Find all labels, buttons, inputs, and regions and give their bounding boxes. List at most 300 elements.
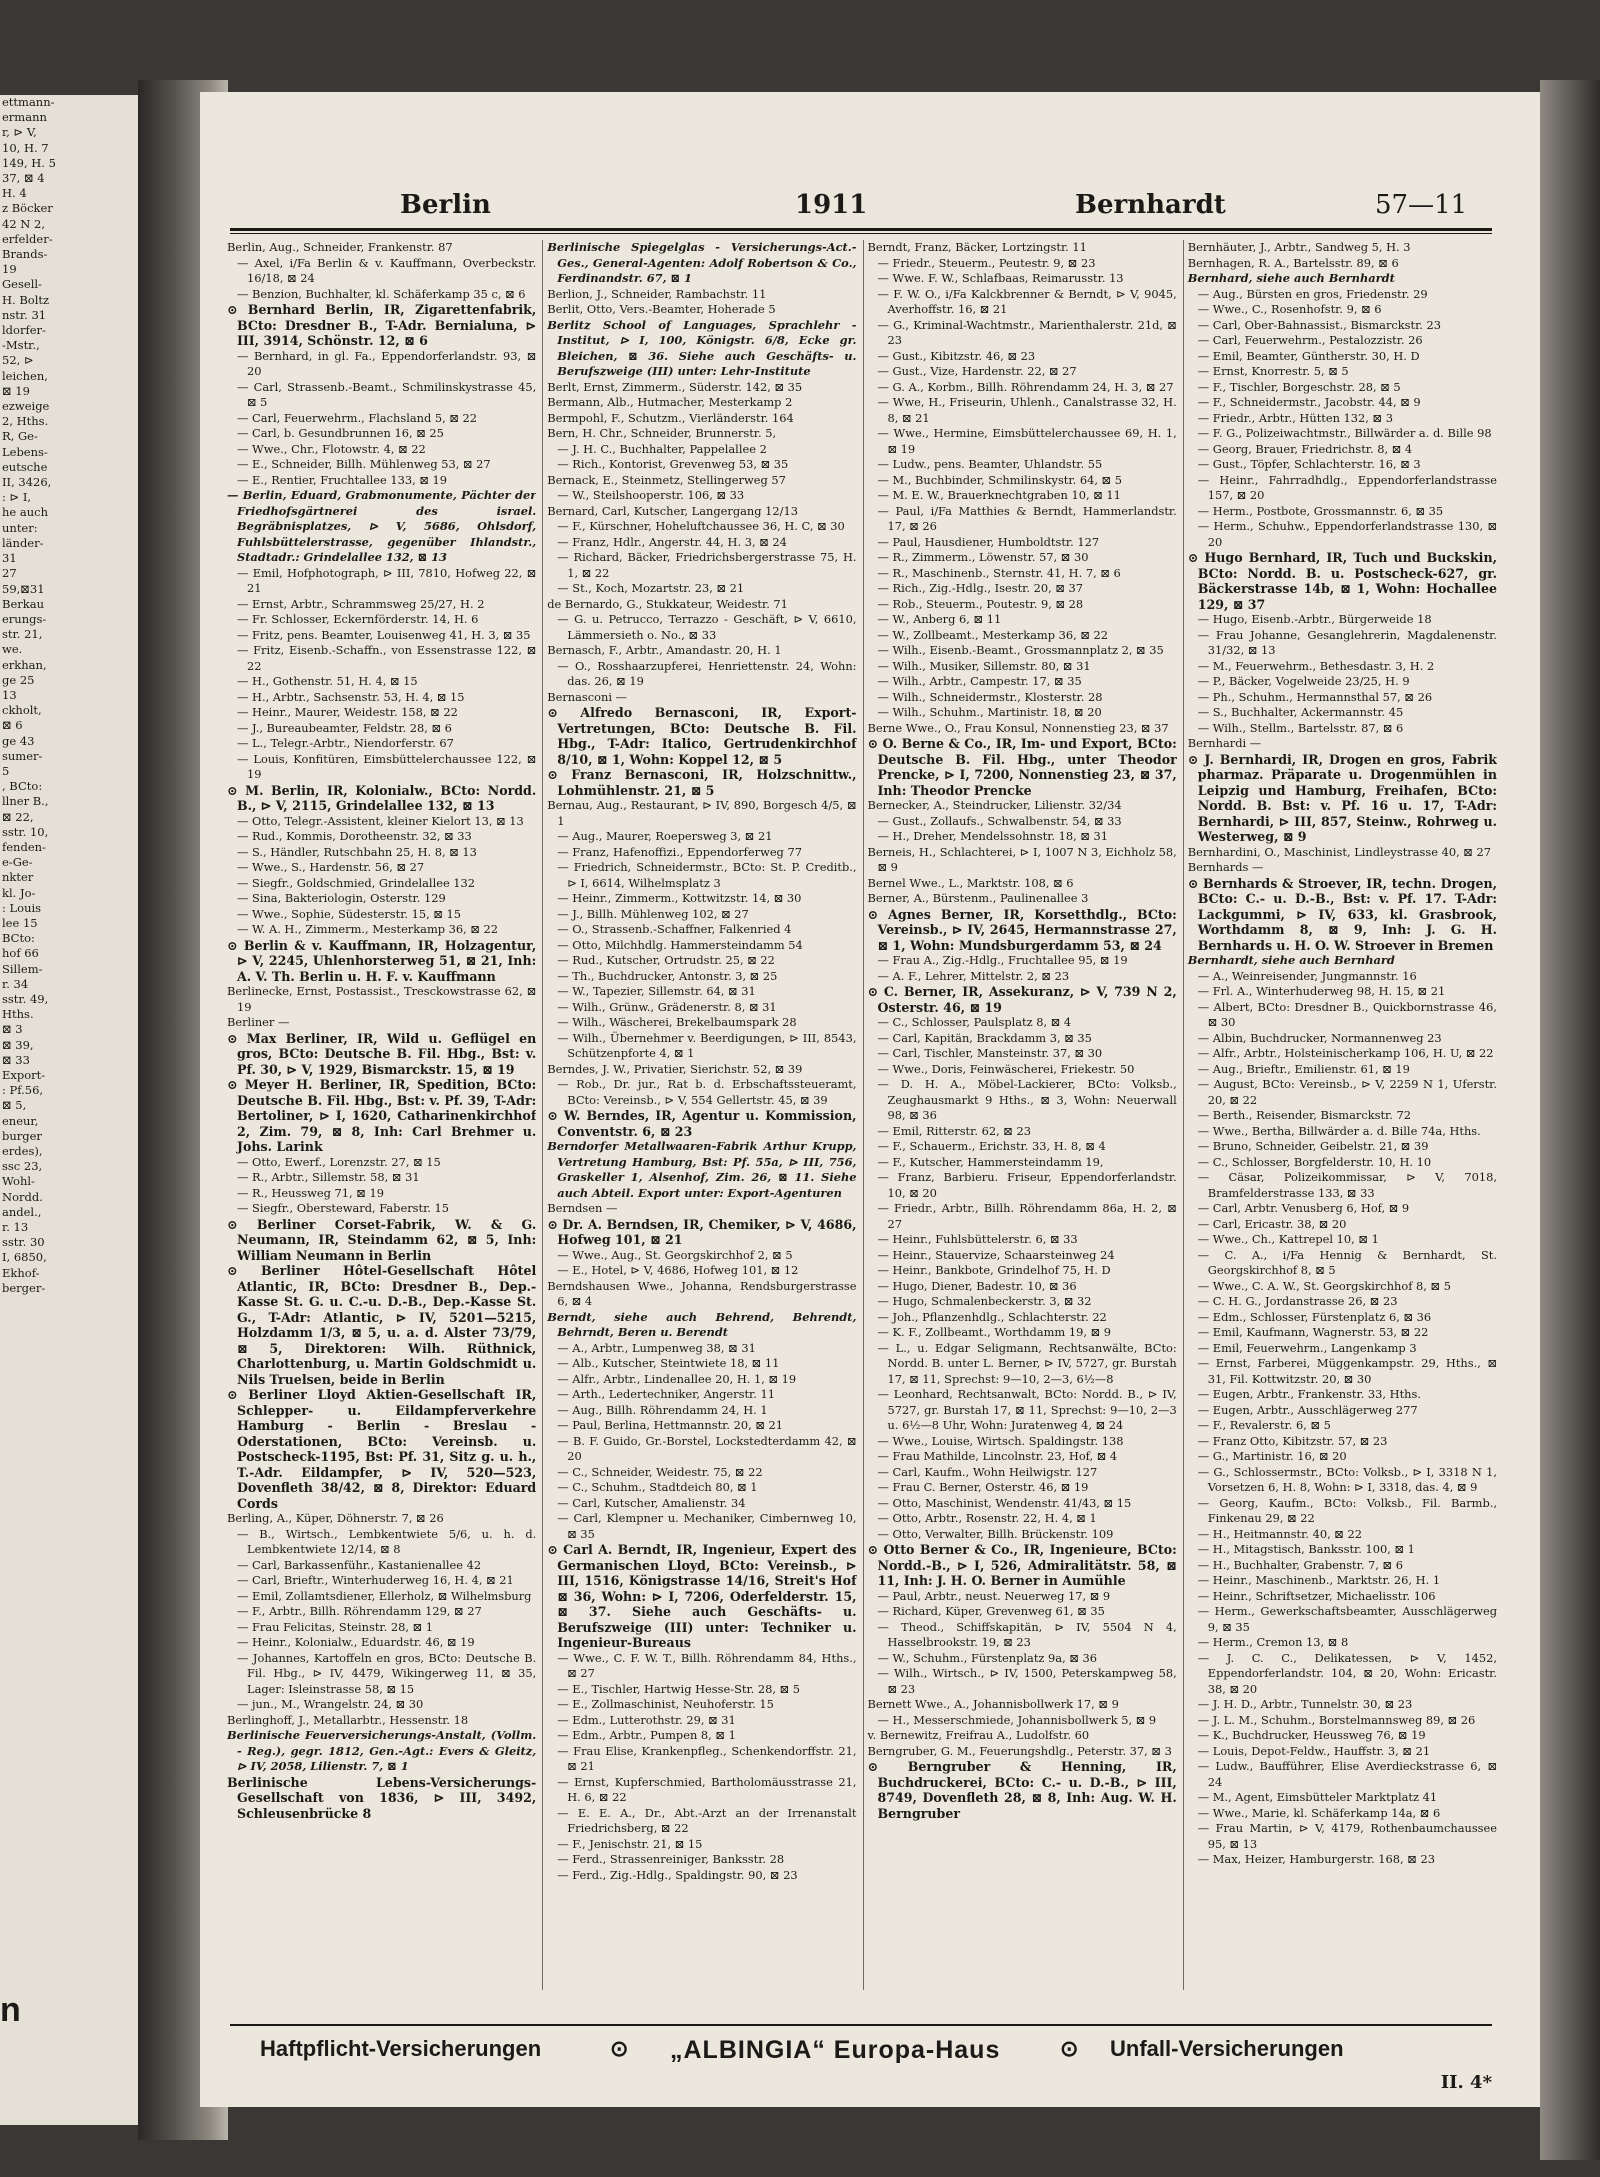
left-fragment-line: Export- — [2, 1068, 46, 1082]
left-fragment-line: unter: — [2, 520, 38, 535]
left-fragment-line: Gesell- — [2, 277, 42, 292]
directory-entry: — St., Koch, Mozartstr. 23, ⊠ 21 — [557, 581, 745, 595]
directory-entry: — Bernhard, in gl. Fa., Eppendorferlandstr. 93, ⊠ 20 — [237, 348, 537, 378]
directory-entry: Berneis, H., Schlachterei, ⊳ I, 1007 N 3, Eichholz 58, ⊠ 9 — [867, 844, 1177, 874]
directory-entry: — Gust., Vize, Hardenstr. 22, ⊠ 27 — [877, 364, 1077, 378]
directory-entry: — Paul, Hausdiener, Humboldtstr. 127 — [877, 534, 1100, 549]
left-fragment-line: länder- — [2, 535, 44, 550]
directory-entry: — Wwe., Louise, Wirtsch. Spaldingstr. 138 — [877, 1433, 1124, 1448]
directory-entry: — Wilh., Übernehmer v. Beerdigungen, ⊳ III, 8543, Schützenpforte 4, ⊠ 1 — [557, 1030, 857, 1060]
directory-entry: — Carl, Tischler, Mansteinstr. 37, ⊠ 30 — [877, 1046, 1103, 1060]
directory-entry: — Emil, Feuerwehrm., Langenkamp 3 — [1197, 1340, 1417, 1355]
directory-entry: — Ernst, Knorrestr. 5, ⊠ 5 — [1197, 364, 1349, 378]
directory-entry: — F., Schauerm., Erichstr. 33, H. 8, ⊠ 4 — [877, 1139, 1106, 1153]
left-fragment-line: : Louis — [2, 900, 42, 915]
directory-entry: — M., Agent, Eimsbütteler Marktplatz 41 — [1197, 1790, 1438, 1804]
directory-entry: Berlt, Ernst, Zimmerm., Süderstr. 142, ⊠ 35 — [547, 379, 803, 394]
column-4 — [1183, 240, 1497, 1990]
header-rule-thin — [230, 233, 1492, 234]
directory-entry: — Carl, Arbtr. Venusberg 6, Hof, ⊠ 9 — [1197, 1201, 1410, 1215]
firm-entry: ⊙ Berngruber & Henning, IR, Buchdruckerei, BCto: C.- u. D.-B., ⊳ III, 8749, Dovenfleth 28, ⊠ 8, Inh: Aug. W. H. Berngruber — [867, 1759, 1177, 1821]
left-fragment-line: Lebens- — [2, 444, 48, 459]
directory-entry: — S., Händler, Rutschbahn 25, H. 8, ⊠ 13 — [237, 844, 477, 859]
directory-entry: — Frau Felicitas, Steinstr. 28, ⊠ 1 — [237, 1619, 433, 1634]
directory-entry: — Carl, Klempner u. Mechaniker, Cimbernweg 10, ⊠ 35 — [557, 1511, 857, 1541]
directory-entry: Berndes, J. W., Privatier, Sierichstr. 52, ⊠ 39 — [547, 1061, 803, 1076]
directory-entry: — W., Zollbeamt., Mesterkamp 36, ⊠ 22 — [877, 627, 1109, 642]
directory-entry: — Wilh., Musiker, Sillemstr. 80, ⊠ 31 — [877, 658, 1091, 673]
directory-entry: — Berlin, Eduard, Grabmonumente, Pächter der Friedhofsgärtnerei des israel. Begräbnisplatzes, ⊳ V, 5686, Ohlsdorf, Fuhlsbüttelerstrasse, gegenüber Ihlandstr., Stadtadr.: Grindelallee 132, ⊠ 13 — [227, 488, 537, 564]
directory-entry: Berlitz School of Languages, Sprachlehr - Institut, ⊳ I, 100, Königstr. 6/8, Ecke gr. Bleichen, ⊠ 36. Siehe auch Geschäfts- u. Berufszweige (III) unter: Lehr-Institute — [547, 317, 857, 378]
left-fragment-line: sumer- — [2, 748, 43, 763]
directory-entry: Bernack, E., Steinmetz, Stellingerweg 57 — [547, 472, 786, 487]
left-fragment-line: 31 — [2, 551, 17, 566]
left-fragment-line: ge 43 — [2, 733, 35, 748]
firm-entry: ⊙ O. Berne & Co., IR, Im- und Export, BCto: Deutsche B. Fil. Hbg., unter Theodor Prencke, ⊳ I, 7200, Nonnenstieg 23, ⊠ 37, Inh: Theodor Prencke — [867, 736, 1177, 798]
directory-entry: — J. C. C., Delikatessen, ⊳ V, 1452, Eppendorferlandstr. 104, ⊠ 20, Wohn: Ericastr. 38, ⊠ 20 — [1197, 1650, 1497, 1696]
directory-entry: Berndsen — — [547, 1201, 618, 1215]
directory-entry: Bernhards — — [1187, 860, 1264, 874]
left-fragment-line: nstr. 31 — [2, 307, 47, 322]
left-fragment-line: nkter — [2, 870, 34, 885]
directory-entry: — Wwe. F. W., Schlafbaas, Reimarusstr. 13 — [877, 271, 1124, 285]
directory-entry: Berlinghoff, J., Metallarbtr., Hessenstr. 18 — [227, 1712, 469, 1727]
directory-entry: — Eugen, Arbtr., Frankenstr. 33, Hths. — [1197, 1387, 1421, 1401]
left-fragment-line: ettmann- — [2, 95, 55, 109]
directory-entry: — A., Arbtr., Lumpenweg 38, ⊠ 31 — [557, 1340, 756, 1355]
left-fragment-line: sstr. 49, — [2, 991, 49, 1006]
directory-entry: — Rud., Kutscher, Ortrudstr. 25, ⊠ 22 — [557, 953, 775, 967]
directory-entry: — Sina, Bakteriologin, Osterstr. 129 — [237, 891, 446, 905]
firm-entry: ⊙ C. Berner, IR, Assekuranz, ⊳ V, 739 N 2, Osterstr. 46, ⊠ 19 — [867, 984, 1177, 1015]
directory-entry: — Heinr., Kolonialw., Eduardstr. 46, ⊠ 19 — [237, 1635, 475, 1649]
directory-entry: — W. A. H., Zimmerm., Mesterkamp 36, ⊠ 22 — [237, 922, 499, 936]
directory-entry: — Th., Buchdrucker, Antonstr. 3, ⊠ 25 — [557, 968, 778, 983]
directory-entry: Berndt, Franz, Bäcker, Lortzingstr. 11 — [867, 240, 1087, 254]
left-fragment-line: R, Ge- — [2, 429, 38, 444]
directory-entry: — H., Arbtr., Sachsenstr. 53, H. 4, ⊠ 15 — [237, 689, 465, 704]
directory-entry: — G., Martinistr. 16, ⊠ 20 — [1197, 1449, 1347, 1463]
left-fragment-line: andel., — [2, 1204, 42, 1219]
directory-entry: — Fritz, pens. Beamter, Louisenweg 41, H. 3, ⊠ 35 — [237, 627, 531, 642]
left-fragment-line: e-Ge- — [2, 855, 33, 870]
directory-entry: Bernhagen, R. A., Bartelsstr. 89, ⊠ 6 — [1187, 255, 1399, 270]
directory-entry: — Wilh., Wäscherei, Brekelbaumspark 28 — [557, 1015, 797, 1029]
firm-entry: ⊙ Meyer H. Berliner, IR, Spedition, BCto: Deutsche B. Fil. Hbg., Bst: v. Pf. 39, T-Adr: Bertoliner, ⊳ I, 1620, Catharinenkirchhof 2, Zim. 79, ⊠ 8, Inh: Carl Brehmer u. Johs. Larink — [227, 1077, 537, 1154]
left-fragment-line: str. 21, — [2, 627, 43, 642]
directory-entry: — Friedr., Arbtr., Hütten 132, ⊠ 3 — [1197, 410, 1393, 425]
directory-entry: — Herm., Cremon 13, ⊠ 8 — [1197, 1635, 1349, 1649]
directory-entry: — W., Tapezier, Sillemstr. 64, ⊠ 31 — [557, 984, 756, 998]
directory-entry: — Georg, Kaufm., BCto: Volksb., Fil. Barmb., Finkenau 29, ⊠ 22 — [1197, 1495, 1497, 1525]
left-fragment-line: eutsche — [2, 459, 48, 474]
firm-entry: ⊙ Berlin & v. Kauffmann, IR, Holzagentur, ⊳ V, 2245, Uhlenhorsterweg 51, ⊠ 21, Inh: A. V. Th. Berlin u. H. F. v. Kauffmann — [227, 937, 537, 984]
firm-entry: ⊙ J. Bernhardi, IR, Drogen en gros, Fabrik pharmaz. Präparate u. Drogenmühlen in Leipzig und Hamburg, Freihafen, BCto: Nordd. B. Bst: v. Pf. 16 u. 17, T-Adr: Bernhardi, ⊳ III, 857, Steinw., Rohrweg u. Westerweg, ⊠ 9 — [1187, 751, 1497, 844]
left-fragment-line: ssc 23, — [2, 1159, 43, 1174]
directory-entry: — Hugo, Schmalenbeckerstr. 3, ⊠ 32 — [877, 1294, 1092, 1308]
directory-entry: — R., Heussweg 71, ⊠ 19 — [237, 1185, 384, 1200]
directory-entry: Bernett Wwe., A., Johannisbollwerk 17, ⊠ 9 — [867, 1697, 1119, 1711]
directory-entry: — E., Schneider, Billh. Mühlenweg 53, ⊠ 27 — [237, 457, 491, 471]
directory-entry: — Alb., Kutscher, Steintwiete 18, ⊠ 11 — [557, 1356, 780, 1370]
directory-entry: — W., Anberg 6, ⊠ 11 — [877, 612, 1002, 626]
left-fragment-line: eneur, — [2, 1113, 39, 1128]
directory-entry: — Aug., Brieftr., Emilienstr. 61, ⊠ 19 — [1197, 1061, 1410, 1076]
firm-entry: ⊙ Hugo Bernhard, IR, Tuch und Buckskin, BCto: Nordd. B. u. Postscheck-627, gr. Bäckerstrasse 14b, ⊠ 1, Wohn: Hochallee 129, ⊠ 37 — [1187, 550, 1497, 612]
directory-entry: — J. H. C., Buchhalter, Pappelallee 2 — [557, 441, 767, 456]
directory-entry: — Richard, Bäcker, Friedrichsbergerstrasse 75, H. 1, ⊠ 22 — [557, 550, 857, 580]
directory-entry: — Heinr., Maschinenb., Marktstr. 26, H. 1 — [1197, 1573, 1441, 1587]
left-fragment-line: 27 — [2, 566, 17, 581]
directory-entry: — Benzion, Buchhalter, kl. Schäferkamp 35 c, ⊠ 6 — [237, 286, 526, 301]
directory-entry: — Carl, Ober-Bahnassist., Bismarckstr. 23 — [1197, 317, 1442, 332]
directory-entry: Bernasch, F., Arbtr., Amandastr. 20, H. 1 — [547, 643, 782, 657]
firm-entry: Berlinische Lebens-Versicherungs-Gesellschaft von 1836, ⊳ III, 3492, Schleusenbrücke 8 — [227, 1774, 537, 1821]
directory-page — [200, 92, 1540, 2107]
directory-entry: — Emil, Ritterstr. 62, ⊠ 23 — [877, 1123, 1031, 1138]
directory-entry: — Edm., Schlosser, Fürstenplatz 6, ⊠ 36 — [1197, 1309, 1432, 1324]
left-fragment-line: sstr. 10, — [2, 824, 49, 839]
directory-entry: Bern, H. Chr., Schneider, Brunnerstr. 5, — [547, 426, 777, 440]
directory-entry: — Hugo, Eisenb.-Arbtr., Bürgerweide 18 — [1197, 612, 1432, 626]
left-fragment-line: berger- — [2, 1280, 46, 1295]
left-fragment-line: Wohl- — [2, 1174, 35, 1189]
directory-entry: — Carl, Barkassenführ., Kastanienallee 42 — [237, 1557, 482, 1572]
firm-entry: ⊙ Carl A. Berndt, IR, Ingenieur, Expert des Germanischen Lloyd, BCto: Vereinsb., ⊳ III, 1516, Königstrasse 14/16, Streit's Hof ⊠ 36, Wohn: ⊳ I, 7206, Oderfelderstr. 15, ⊠ 37. Siehe auch Geschäfts- u. Berufszweige (III) unter: Techniker u. Ingenieur-Bureaus — [547, 1542, 857, 1650]
directory-entry: — Ph., Schuhm., Hermannsthal 57, ⊠ 26 — [1197, 689, 1433, 704]
directory-entry: Berlinecke, Ernst, Postassist., Tresckowstrasse 62, ⊠ 19 — [227, 984, 537, 1014]
directory-entry: — J. L. M., Schuhm., Borstelmannsweg 89, ⊠ 26 — [1197, 1712, 1476, 1727]
directory-entry: — Herm., Postbote, Grossmannstr. 6, ⊠ 35 — [1197, 503, 1444, 518]
directory-entry: — Gust., Töpfer, Schlachterstr. 16, ⊠ 3 — [1197, 457, 1421, 471]
directory-entry: Berndshausen Wwe., Johanna, Rendsburgerstrasse 6, ⊠ 4 — [547, 1278, 857, 1308]
directory-entry: — L., Telegr.-Arbtr., Niendorferstr. 67 — [237, 736, 454, 750]
directory-entry: — A. F., Lehrer, Mittelstr. 2, ⊠ 23 — [877, 968, 1070, 983]
directory-entry: — Heinr., Maurer, Weidestr. 158, ⊠ 22 — [237, 705, 458, 719]
directory-entry: — Paul, Berlina, Hettmannstr. 20, ⊠ 21 — [557, 1418, 783, 1432]
directory-entry: — Emil, Beamter, Güntherstr. 30, H. D — [1197, 348, 1420, 363]
left-fragment-line: erungs- — [2, 611, 47, 626]
left-fragment-line: erkhan, — [2, 657, 47, 672]
directory-entry: — P., Bäcker, Vogelweide 23/25, H. 9 — [1197, 674, 1410, 688]
directory-entry: — Alfr., Arbtr., Lindenallee 20, H. 1, ⊠ 19 — [557, 1371, 797, 1386]
footer-bullet-right: ⊙ — [1060, 2036, 1079, 2061]
page-edge-shadow — [1540, 80, 1600, 2160]
directory-entry: — Wilh., Stellm., Bartelsstr. 87, ⊠ 6 — [1197, 720, 1404, 735]
directory-entry: — Fritz, Eisenb.-Schaffn., von Essenstrasse 122, ⊠ 22 — [237, 643, 537, 673]
directory-entry: — Paul, Arbtr., neust. Neuerweg 17, ⊠ 9 — [877, 1588, 1111, 1603]
directory-entry: — Wwe., Ch., Kattrepel 10, ⊠ 1 — [1197, 1232, 1379, 1246]
directory-entry: — Cäsar, Polizeikommissar, ⊳ V, 7018, Bramfelderstrasse 133, ⊠ 33 — [1197, 1170, 1497, 1200]
left-fragment-line: 37, ⊠ 4 — [2, 171, 45, 186]
directory-entry: — Rich., Kontorist, Grevenweg 53, ⊠ 35 — [557, 457, 789, 471]
directory-entry: Berlit, Otto, Vers.-Beamter, Hoherade 5 — [547, 302, 776, 316]
left-fragment-line: erdes), — [2, 1144, 43, 1159]
directory-entry: — F., Arbtr., Billh. Röhrendamm 129, ⊠ 27 — [237, 1604, 482, 1618]
left-fragment-line: ⊠ 5, — [2, 1098, 27, 1113]
directory-entry: — Theod., Schiffskapitän, ⊳ IV, 5504 N 4, Hasselbrookstr. 19, ⊠ 23 — [877, 1619, 1177, 1649]
directory-entry: — Franz Otto, Kibitzstr. 57, ⊠ 23 — [1197, 1433, 1388, 1448]
directory-entry: — F., Kürschner, Hoheluftchaussee 36, H. C, ⊠ 30 — [557, 519, 845, 533]
directory-entry: — Louis, Konfitüren, Eimsbüttelerchaussee 122, ⊠ 19 — [237, 751, 537, 781]
directory-entry: — Frau Mathilde, Lincolnstr. 23, Hof, ⊠ 4 — [877, 1449, 1118, 1463]
directory-entry: — Ludw., Baufführer, Elise Averdieckstrasse 6, ⊠ 24 — [1197, 1759, 1497, 1789]
directory-entry: — C., Schlosser, Borgfelderstr. 10, H. 10 — [1197, 1154, 1432, 1169]
footer-rule — [230, 2024, 1492, 2026]
directory-entry: — D. H. A., Möbel-Lackierer, BCto: Volksb., Zeughausmarkt 9 Hths., ⊠ 3, Wohn: Neuerwall 98, ⊠ 36 — [877, 1077, 1177, 1122]
directory-entry: Berling, A., Küper, Döhnerstr. 7, ⊠ 26 — [227, 1511, 444, 1525]
left-fragment-line: hof 66 — [2, 946, 39, 961]
directory-entry: — Joh., Pflanzenhdlg., Schlachterstr. 22 — [877, 1309, 1107, 1324]
directory-entry: — Wwe., Hermine, Eimsbüttelerchaussee 69, H. 1, ⊠ 19 — [877, 426, 1177, 456]
firm-entry: ⊙ Alfredo Bernasconi, IR, Export-Vertretungen, BCto: Deutsche B. Fil. Hbg., T-Adr: Italico, Gertrudenkirchhof 8/10, ⊠ 1, Wohn: Koppel 12, ⊠ 5 — [547, 705, 857, 767]
directory-entry: — Eugen, Arbtr., Ausschlägerweg 277 — [1197, 1402, 1418, 1417]
directory-entry: — Ernst, Arbtr., Schrammsweg 25/27, H. 2 — [237, 596, 485, 611]
directory-entry: — Carl, Feuerwehrm., Pestalozzistr. 26 — [1197, 333, 1423, 347]
left-fragment-line: kl. Jo- — [2, 885, 36, 900]
left-page-fragment — [0, 95, 138, 2125]
directory-entry: — Albin, Buchdrucker, Normannenweg 23 — [1197, 1030, 1442, 1045]
directory-entry: — Wilh., Eisenb.-Beamt., Grossmannplatz 2, ⊠ 35 — [877, 643, 1164, 657]
advertising-footer — [230, 2032, 1492, 2072]
directory-entry: — Wwe., Aug., St. Georgskirchhof 2, ⊠ 5 — [557, 1247, 793, 1262]
directory-entry: — C., Schlosser, Paulsplatz 8, ⊠ 4 — [877, 1015, 1072, 1029]
directory-entry: — F. G., Polizeiwachtmstr., Billwärder a. d. Bille 98 — [1197, 426, 1492, 440]
directory-entry: — Siegfr., Obersteward, Faberstr. 15 — [237, 1201, 450, 1215]
left-fragment-line: z Böcker — [2, 201, 53, 216]
directory-entry: — Leonhard, Rechtsanwalt, BCto: Nordd. B., ⊳ IV, 5727, gr. Burstah 17, ⊠ 11, Sprechst: 9—10, 2—3 u. 6½—8 Uhr, Wohn: Juratenweg 4, ⊠ 24 — [877, 1387, 1177, 1432]
left-fragment-line: II, 3426, — [2, 475, 52, 490]
left-fragment-line: burger — [2, 1128, 42, 1143]
left-page-text — [0, 95, 138, 1296]
directory-entry: — Herm., Gewerkschaftsbeamter, Ausschlägerweg 9, ⊠ 35 — [1197, 1604, 1497, 1634]
firm-entry: ⊙ Dr. A. Berndsen, IR, Chemiker, ⊳ V, 4686, Hofweg 101, ⊠ 21 — [547, 1216, 857, 1247]
left-page-footer-letter: n — [0, 1991, 21, 2029]
left-fragment-line: fenden- — [2, 839, 46, 854]
directory-entry: — M. E. W., Brauerknechtgraben 10, ⊠ 11 — [877, 488, 1121, 502]
left-fragment-line: 13 — [2, 687, 17, 702]
directory-entry: Bernhardt, siehe auch Bernhard — [1187, 953, 1395, 967]
left-fragment-line: 19 — [2, 262, 17, 277]
footer-accident-ad: Unfall-Versicherungen — [1110, 2036, 1344, 2061]
left-fragment-line: ermann — [2, 110, 47, 125]
directory-entry: — Otto, Telegr.-Assistent, kleiner Kielort 13, ⊠ 13 — [237, 813, 524, 828]
directory-entry: — Edm., Arbtr., Pumpen 8, ⊠ 1 — [557, 1728, 736, 1742]
directory-entry: — Edm., Lutterothstr. 29, ⊠ 31 — [557, 1712, 736, 1727]
directory-entry: — Otto, Milchhdlg. Hammersteindamm 54 — [557, 937, 803, 952]
column-2 — [542, 240, 856, 1990]
directory-entry: — Carl, Strassenb.-Beamt., Schmilinskystrasse 45, ⊠ 5 — [237, 379, 537, 409]
left-fragment-line: Sillem- — [2, 961, 43, 976]
column-1 — [227, 240, 536, 1990]
directory-entry: — W., Schuhm., Fürstenplatz 9a, ⊠ 36 — [877, 1650, 1097, 1665]
directory-entry: — Carl, Feuerwehrm., Flachsland 5, ⊠ 22 — [237, 410, 478, 425]
firm-entry: ⊙ Otto Berner & Co., IR, Ingenieure, BCto: Nordd.-B., ⊳ I, 526, Admiralitätstr. 58, ⊠ 11, Inh: J. H. O. Berner in Aumühle — [867, 1542, 1177, 1588]
directory-entry: — Heinr., Fahrradhdlg., Eppendorferlandstrasse 157, ⊠ 20 — [1197, 472, 1497, 502]
left-fragment-line: , BCto: — [2, 779, 43, 794]
directory-entry: Bernard, Carl, Kutscher, Langergang 12/13 — [547, 503, 798, 518]
directory-entry: — C. H. G., Jordanstrasse 26, ⊠ 23 — [1197, 1294, 1398, 1308]
directory-entry: — O., Strassenb.-Schaffner, Falkenried 4 — [557, 922, 792, 936]
directory-entry: — Alfr., Arbtr., Holsteinischerkamp 106, H. U, ⊠ 22 — [1197, 1046, 1494, 1060]
left-fragment-line: ⊠ 6 — [2, 718, 23, 733]
directory-entry: — Rud., Kommis, Dorotheenstr. 32, ⊠ 33 — [237, 829, 472, 843]
directory-entry: — Carl, b. Gesundbrunnen 16, ⊠ 25 — [237, 426, 444, 440]
directory-entry: — L., u. Edgar Seligmann, Rechtsanwälte, BCto: Nordd. B. unter L. Berner, ⊳ IV, 5727, gr. Burstah 17, ⊠ 11, Sprechst: 9—10, 2—3, 6½—8 — [877, 1340, 1177, 1386]
directory-entry: — Friedrich, Schneidermstr., BCto: St. P. Creditb., ⊳ I, 6614, Wilhelmsplatz 3 — [557, 860, 857, 890]
directory-entry: Berndt, siehe auch Behrend, Behrendt, Behrndt, Beren u. Berendt — [547, 1309, 857, 1339]
directory-entry: — Wwe., Sophie, Südesterstr. 15, ⊠ 15 — [237, 906, 462, 921]
directory-entry: — Wwe., Chr., Flotowstr. 4, ⊠ 22 — [237, 441, 426, 456]
firm-entry: ⊙ Berliner Hôtel-Gesellschaft Hôtel Atlantic, IR, BCto: Dresdner B., Dep.-Kasse St. G. u. C.-u. D.-B., Dep.-Kasse St. G., T-Adr: Atlantic, ⊳ IV, 5201—5215, Holzdamm 1/3, ⊠ 5, u. a. d. Alster 73/79, ⊠ 5, Direktoren: Wilh. Rüthnick, Charlottenburg, u. Martin Goldschmidt u. Nils Truelsen, beide in Berlin — [227, 1263, 537, 1387]
directory-entry: — R., Arbtr., Sillemstr. 58, ⊠ 31 — [237, 1170, 420, 1184]
directory-entry: — W., Steilshooperstr. 106, ⊠ 33 — [557, 488, 745, 502]
firm-entry: ⊙ Bernhard Berlin, IR, Zigarettenfabrik, BCto: Dresdner B., T-Adr. Bernialuna, ⊳ III, 3914, Schönstr. 12, ⊠ 6 — [227, 302, 537, 348]
directory-entry: — G., Schlossermstr., BCto: Volksb., ⊳ I, 3318 N 1, Vorsetzen 6, H. 8, Wohn: ⊳ I, 3318, das. 4, ⊠ 9 — [1197, 1464, 1497, 1494]
left-fragment-line: ⊠ 3 — [2, 1022, 23, 1037]
directory-entry: — Otto, Maschinist, Wendenstr. 41/43, ⊠ 15 — [877, 1495, 1132, 1510]
directory-entry: — E., Hotel, ⊳ V, 4686, Hofweg 101, ⊠ 12 — [557, 1263, 799, 1277]
left-fragment-line: he auch — [2, 505, 48, 520]
directory-entry: — Carl, Kaufm., Wohn Heilwigstr. 127 — [877, 1464, 1098, 1479]
directory-entry: Berne Wwe., O., Frau Konsul, Nonnenstieg 23, ⊠ 37 — [867, 720, 1169, 735]
directory-entry: Bernhardi — — [1187, 736, 1262, 750]
directory-entry: — Wwe., Bertha, Billwärder a. d. Bille 74a, Hths. — [1197, 1123, 1481, 1138]
directory-entry: — Rob., Dr. jur., Rat b. d. Erbschaftssteueramt, BCto: Vereinsb., ⊳ V, 554 Gellertstr. 45, ⊠ 39 — [557, 1077, 857, 1107]
directory-entry: — Wilh., Grünw., Grädenerstr. 8, ⊠ 31 — [557, 999, 777, 1014]
directory-entry: — August, BCto: Vereinsb., ⊳ V, 2259 N 1, Uferstr. 20, ⊠ 22 — [1197, 1077, 1497, 1107]
directory-entry: — H., Buchhalter, Grabenstr. 7, ⊠ 6 — [1197, 1557, 1403, 1572]
directory-entry: — F., Revalerstr. 6, ⊠ 5 — [1197, 1418, 1331, 1432]
directory-entry: — Emil, Kaufmann, Wagnerstr. 53, ⊠ 22 — [1197, 1325, 1429, 1339]
firm-entry: ⊙ Bernhards & Stroever, IR, techn. Drogen, BCto: C.- u. D.-B., Bst: v. Pf. 17. T-Adr: Lackgummi, ⊳ IV, 633, kl. Grasbrook, Worthdamm 8, ⊠ 9, Inh: J. G. H. Bernhards u. H. O. W. Stroever in Bremen — [1187, 875, 1497, 953]
left-fragment-line: r. 34 — [2, 976, 29, 991]
footer-bullet-left: ⊙ — [610, 2036, 629, 2061]
footer-liability-ad: Haftpflicht-Versicherungen — [260, 2036, 542, 2061]
left-fragment-line: Nordd. — [2, 1189, 43, 1204]
directory-entry: — Ernst, Farberei, Müggenkampstr. 29, Hths., ⊠ 31, Fil. Kottwitzstr. 20, ⊠ 30 — [1197, 1356, 1497, 1386]
directory-entry: — Wwe., C., Rosenhofstr. 9, ⊠ 6 — [1197, 302, 1382, 316]
left-fragment-line: ezweige — [2, 399, 50, 414]
directory-entry: — Wilh., Schuhm., Martinistr. 18, ⊠ 20 — [877, 705, 1102, 719]
directory-entry: — Berth., Reisender, Bismarckstr. 72 — [1197, 1108, 1411, 1122]
directory-entry: — H., Dreher, Mendelssohnstr. 18, ⊠ 31 — [877, 829, 1109, 843]
directory-entry: Berliner — — [227, 1015, 290, 1029]
directory-entry: — J., Bureaubeamter, Feldstr. 28, ⊠ 6 — [237, 720, 452, 735]
directory-entry: — Wwe., C. A. W., St. Georgskirchhof 8, ⊠ 5 — [1197, 1278, 1451, 1293]
directory-entry: — Gust., Zollaufs., Schwalbenstr. 54, ⊠ 33 — [877, 813, 1122, 828]
header-rule-thick — [230, 228, 1492, 231]
directory-entry: — Wwe., C. F. W. T., Billh. Röhrendamm 84, Hths., ⊠ 27 — [557, 1650, 857, 1680]
directory-entry: — Wwe., Marie, kl. Schäferkamp 14a, ⊠ 6 — [1197, 1805, 1441, 1820]
left-fragment-line: -Mstr., — [2, 338, 40, 353]
left-fragment-line: Ekhof- — [2, 1265, 40, 1280]
directory-entry: — H., Gothenstr. 51, H. 4, ⊠ 15 — [237, 674, 418, 688]
directory-entry: — Aug., Maurer, Roepersweg 3, ⊠ 21 — [557, 829, 773, 843]
directory-entry: — F., Kutscher, Hammersteindamm 19, — [877, 1154, 1104, 1169]
firm-entry: ⊙ M. Berlin, IR, Kolonialw., BCto: Nordd. B., ⊳ V, 2115, Grindelallee 132, ⊠ 13 — [227, 782, 537, 813]
directory-entry: — O., Rosshaarzupferei, Henriettenstr. 24, Wohn: das. 26, ⊠ 19 — [557, 658, 857, 688]
directory-entry: — G. u. Petrucco, Terrazzo - Geschäft, ⊳ V, 6610, Lämmersieth o. No., ⊠ 33 — [557, 612, 857, 642]
left-fragment-line: we. — [2, 642, 23, 657]
directory-entry: Bernhard, siehe auch Bernhardt — [1187, 271, 1395, 285]
directory-entry: — Ernst, Kupferschmied, Bartholomäusstrasse 21, H. 6, ⊠ 22 — [557, 1774, 857, 1804]
directory-entry: — C. A., i/Fa Hennig & Bernhardt, St. Georgskirchhof 8, ⊠ 5 — [1197, 1247, 1497, 1277]
firm-entry: ⊙ Berliner Lloyd Aktien-Gesellschaft IR, Schlepper- u. Eildampferverkehre Hamburg - Berlin - Breslau - Oderstationen, BCto: Vereinsb. u. Postscheck-1195, Bst: Pf. 31, Sitz g. u. h., T.-Adr. Eildampfer, ⊳ IV, 520—523, Dovenfleth 38/42, ⊠ 8, Direktor: Eduard Cords — [227, 1387, 537, 1511]
directory-entry: — Wilh., Schneidermstr., Klosterstr. 28 — [877, 689, 1103, 704]
directory-entry: — F., Tischler, Borgeschstr. 28, ⊠ 5 — [1197, 379, 1401, 394]
footer-albingia-ad: „ALBINGIA“ Europa-Haus — [670, 2036, 1001, 2064]
directory-entry: — Franz, Hdlr., Angerstr. 44, H. 3, ⊠ 24 — [557, 534, 787, 549]
directory-entry: — M., Buchbinder, Schmilinskystr. 64, ⊠ 5 — [877, 472, 1122, 487]
firm-entry: ⊙ Max Berliner, IR, Wild u. Geflügel en gros, BCto: Deutsche B. Fil. Hbg., Bst: v. Pf. 30, ⊳ V, 1929, Bismarckstr. 15, ⊠ 19 — [227, 1030, 537, 1077]
directory-entry: — jun., M., Wrangelstr. 24, ⊠ 30 — [237, 1697, 424, 1711]
directory-entry: — Carl, Brieftr., Winterhuderweg 16, H. 4, ⊠ 21 — [237, 1573, 514, 1587]
directory-entry: — Friedr., Steuerm., Peutestr. 9, ⊠ 23 — [877, 255, 1096, 270]
directory-entry: — Ludw., pens. Beamter, Uhlandstr. 55 — [877, 457, 1103, 471]
directory-entry: — K., Buchdrucker, Heussweg 76, ⊠ 19 — [1197, 1728, 1426, 1742]
directory-entry: — Franz, Barbieru. Friseur, Eppendorferlandstr. 10, ⊠ 20 — [877, 1170, 1177, 1200]
left-fragment-line: H. 4 — [2, 186, 27, 201]
running-header — [235, 190, 1485, 224]
directory-entry: Bernecker, A., Steindrucker, Lilienstr. 32/34 — [867, 798, 1122, 812]
directory-entry: — Richard, Küper, Grevenweg 61, ⊠ 35 — [877, 1604, 1105, 1618]
directory-entry: v. Bernewitz, Freifrau A., Ludolfstr. 60 — [867, 1728, 1090, 1742]
directory-entry: — Ferd., Strassenreiniger, Banksstr. 28 — [557, 1852, 785, 1866]
directory-entry: — Frau Martin, ⊳ V, 4179, Rothenbaumchaussee 95, ⊠ 13 — [1197, 1821, 1497, 1851]
directory-entry: — Axel, i/Fa Berlin & v. Kauffmann, Overbeckstr. 16/18, ⊠ 24 — [237, 255, 537, 285]
directory-entry: — G., Kriminal-Wachtmstr., Marienthalerstr. 21d, ⊠ 23 — [877, 317, 1177, 347]
left-fragment-line: H. Boltz — [2, 292, 50, 307]
directory-entry: Bermpohl, F., Schutzm., Vierländerstr. 164 — [547, 410, 794, 425]
left-fragment-line: 59,⊠31 — [2, 581, 45, 596]
directory-entry: — F., Jenischstr. 21, ⊠ 15 — [557, 1836, 703, 1851]
directory-entry: — Wilh., Arbtr., Campestr. 17, ⊠ 35 — [877, 674, 1082, 688]
directory-entry: — F. W. O., i/Fa Kalckbrenner & Berndt, ⊳ V, 9045, Averhoffstr. 16, ⊠ 21 — [877, 286, 1177, 316]
directory-entry: — H., Heitmannstr. 40, ⊠ 22 — [1197, 1526, 1362, 1541]
directory-entry: — Johannes, Kartoffeln en gros, BCto: Deutsche B. Fil. Hbg., ⊳ IV, 4479, Wikingerweg 11, ⊠ 35, Lager: Isleinstrasse 58, ⊠ 15 — [237, 1650, 537, 1696]
directory-entry: — F., Schneidermstr., Jacobstr. 44, ⊠ 9 — [1197, 395, 1421, 409]
left-fragment-line: lee 15 — [2, 915, 38, 930]
directory-entry: — Gust., Kibitzstr. 46, ⊠ 23 — [877, 348, 1036, 363]
directory-entry: — Heinr., Schriftsetzer, Michaelisstr. 106 — [1197, 1588, 1436, 1603]
directory-entry: — Wwe., Doris, Feinwäscherei, Friekestr. 50 — [877, 1061, 1135, 1076]
directory-entry: Bernhäuter, J., Arbtr., Sandweg 5, H. 3 — [1187, 240, 1411, 254]
directory-entry: — Georg, Brauer, Friedrichstr. 8, ⊠ 4 — [1197, 441, 1413, 456]
directory-entry: — Louis, Depot-Feldw., Hauffstr. 3, ⊠ 21 — [1197, 1743, 1431, 1758]
directory-entry: — Heinr., Fuhlsbüttelerstr. 6, ⊠ 33 — [877, 1232, 1078, 1246]
directory-entry: — Carl, Kutscher, Amalienstr. 34 — [557, 1495, 746, 1510]
header-year: 1911 — [795, 190, 868, 220]
directory-entry: — Frau C. Berner, Osterstr. 46, ⊠ 19 — [877, 1480, 1089, 1494]
left-fragment-line: ⊠ 19 — [2, 383, 30, 398]
directory-entry: — Ferd., Zig.-Hdlg., Spaldingstr. 90, ⊠ 23 — [557, 1867, 798, 1882]
directory-entry: — E., Tischler, Hartwig Hesse-Str. 28, ⊠ 5 — [557, 1681, 801, 1696]
directory-entry: — B. F. Guido, Gr.-Borstel, Lockstedterdamm 42, ⊠ 20 — [557, 1433, 857, 1463]
left-fragment-line: 10, H. 7 — [2, 140, 49, 155]
directory-entry: — Wwe., S., Hardenstr. 56, ⊠ 27 — [237, 860, 425, 874]
directory-entry: — C., Schneider, Weidestr. 75, ⊠ 22 — [557, 1464, 763, 1479]
left-fragment-line: 42 N 2, — [2, 216, 45, 231]
directory-entry: — Carl, Ericastr. 38, ⊠ 20 — [1197, 1216, 1347, 1231]
directory-entry: — K. F., Zollbeamt., Worthdamm 19, ⊠ 9 — [877, 1325, 1111, 1339]
directory-entry: — G. A., Korbm., Billh. Röhrendamm 24, H. 3, ⊠ 27 — [877, 379, 1174, 394]
directory-entry: Bernel Wwe., L., Marktstr. 108, ⊠ 6 — [867, 875, 1074, 890]
left-fragment-line: : ⊳ I, — [2, 490, 32, 505]
left-fragment-line: leichen, — [2, 368, 48, 383]
left-fragment-line: erfelder- — [2, 231, 53, 246]
directory-entry: — Siegfr., Goldschmied, Grindelallee 132 — [237, 875, 476, 890]
